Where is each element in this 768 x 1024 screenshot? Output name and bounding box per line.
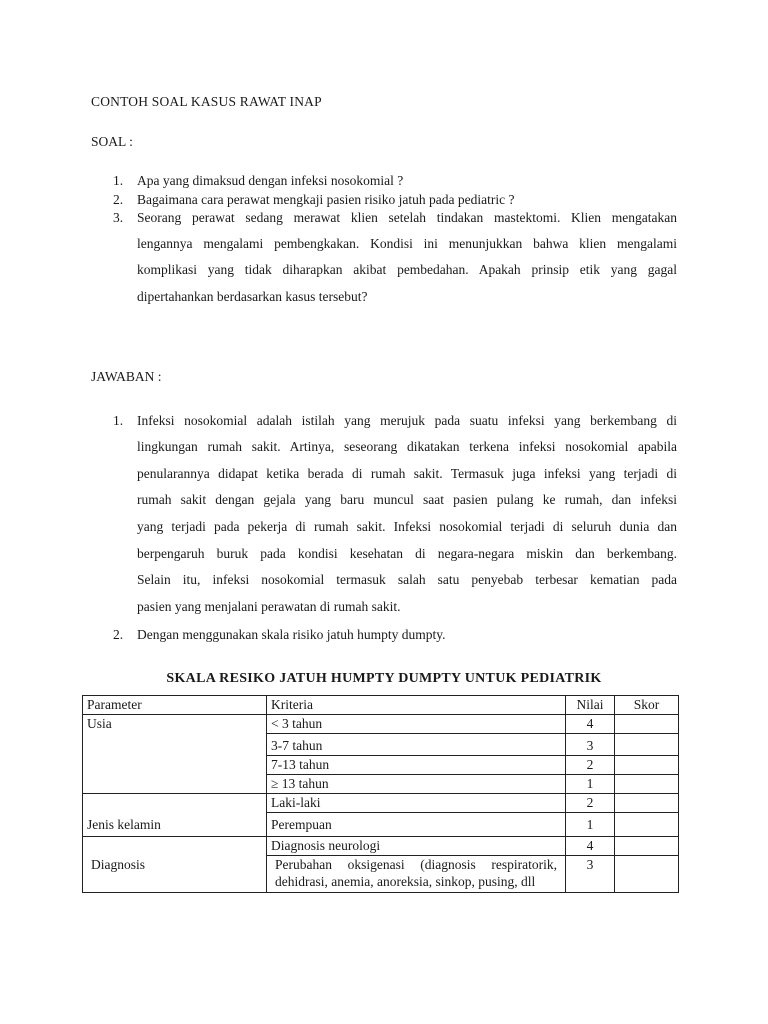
skor-cell <box>615 813 679 837</box>
kriteria-cell: 3-7 tahun <box>267 734 566 756</box>
jawaban-item-text: yang terjadi pada pekerja di rumah sakit. Infeksi nosokomial terjadi di seluruh dunia dan <box>137 519 677 534</box>
nilai-cell: 4 <box>566 837 615 856</box>
skor-cell <box>615 856 679 893</box>
table-header-row <box>83 696 679 715</box>
document-title: CONTOH SOAL KASUS RAWAT INAP <box>91 94 322 109</box>
nilai-cell: 3 <box>566 856 615 893</box>
skor-cell <box>615 775 679 794</box>
table-row <box>83 837 679 856</box>
parameter-jenis-kelamin: Jenis kelamin <box>83 794 267 837</box>
soal-item-number: 2. <box>113 192 124 207</box>
header-skor: Skor <box>615 696 679 715</box>
skor-cell <box>615 794 679 813</box>
jawaban-item-number: 2. <box>113 627 124 642</box>
parameter-usia: Usia <box>83 715 267 794</box>
jawaban-item-text: Selain itu, infeksi nosokomial termasuk salah satu penyebab terbesar kematian pada <box>137 572 677 587</box>
jawaban-item-text: Infeksi nosokomial adalah istilah yang merujuk pada suatu infeksi yang berkembang di <box>137 413 677 428</box>
nilai-cell: 2 <box>566 794 615 813</box>
header-kriteria: Kriteria <box>267 696 566 715</box>
jawaban-item-text: Dengan menggunakan skala risiko jatuh humpty dumpty. <box>137 627 446 642</box>
table-row <box>83 794 679 813</box>
skor-cell <box>615 715 679 734</box>
nilai-cell: 3 <box>566 734 615 756</box>
nilai-cell: 4 <box>566 715 615 734</box>
jawaban-heading: JAWABAN : <box>91 369 162 384</box>
skor-cell <box>615 734 679 756</box>
table-title: SKALA RESIKO JATUH HUMPTY DUMPTY UNTUK PEDIATRIK <box>166 671 602 686</box>
header-nilai: Nilai <box>566 696 615 715</box>
jawaban-item-text: lingkungan rumah sakit. Artinya, seseorang dikatakan terkena infeksi nosokomial apabila <box>137 439 677 454</box>
jawaban-item-text: penularannya didapat ketika berada di rumah sakit. Termasuk juga infeksi yang terjadi di <box>137 466 677 481</box>
kriteria-cell: Laki-laki <box>267 794 566 813</box>
soal-item-text: dipertahankan berdasarkan kasus tersebut? <box>137 289 368 304</box>
jawaban-item-text: rumah sakit dengan gejala yang baru muncul saat pasien pulang ke rumah, dan infeksi <box>137 492 677 507</box>
soal-item-text: lengannya mengalami pembengkakan. Kondisi ini menunjukkan bahwa klien mengalami <box>137 236 677 251</box>
nilai-cell: 2 <box>566 756 615 775</box>
kriteria-cell: Perubahan oksigenasi (diagnosis respiratorik, dehidrasi, anemia, anoreksia, sinkop, pusing, dll <box>267 856 566 893</box>
soal-item-number: 3. <box>113 210 124 225</box>
jawaban-item-number: 1. <box>113 413 124 428</box>
soal-item-text: Apa yang dimaksud dengan infeksi nosokomial ? <box>137 173 404 188</box>
jawaban-item-text: berpengaruh buruk pada kondisi kesehatan di negara-negara miskin dan berkembang. <box>137 546 677 561</box>
soal-heading: SOAL : <box>91 134 133 149</box>
table-row <box>83 715 679 734</box>
kriteria-cell: 7-13 tahun <box>267 756 566 775</box>
humpty-dumpty-table <box>82 695 679 893</box>
kriteria-cell: Diagnosis neurologi <box>267 837 566 856</box>
skor-cell <box>615 756 679 775</box>
header-parameter: Parameter <box>83 696 267 715</box>
soal-item-text: Bagaimana cara perawat mengkaji pasien risiko jatuh pada pediatric ? <box>137 192 515 207</box>
kriteria-cell: < 3 tahun <box>267 715 566 734</box>
skor-cell <box>615 837 679 856</box>
soal-item-text: komplikasi yang tidak diharapkan akibat pembedahan. Apakah prinsip etik yang gagal <box>137 262 677 277</box>
kriteria-cell: Perempuan <box>267 813 566 837</box>
kriteria-cell: ≥ 13 tahun <box>267 775 566 794</box>
parameter-diagnosis: Diagnosis <box>83 837 267 893</box>
nilai-cell: 1 <box>566 813 615 837</box>
nilai-cell: 1 <box>566 775 615 794</box>
jawaban-item-text: pasien yang menjalani perawatan di rumah sakit. <box>137 599 401 614</box>
soal-item-number: 1. <box>113 173 124 188</box>
soal-item-text: Seorang perawat sedang merawat klien setelah tindakan mastektomi. Klien mengatakan <box>137 210 677 225</box>
